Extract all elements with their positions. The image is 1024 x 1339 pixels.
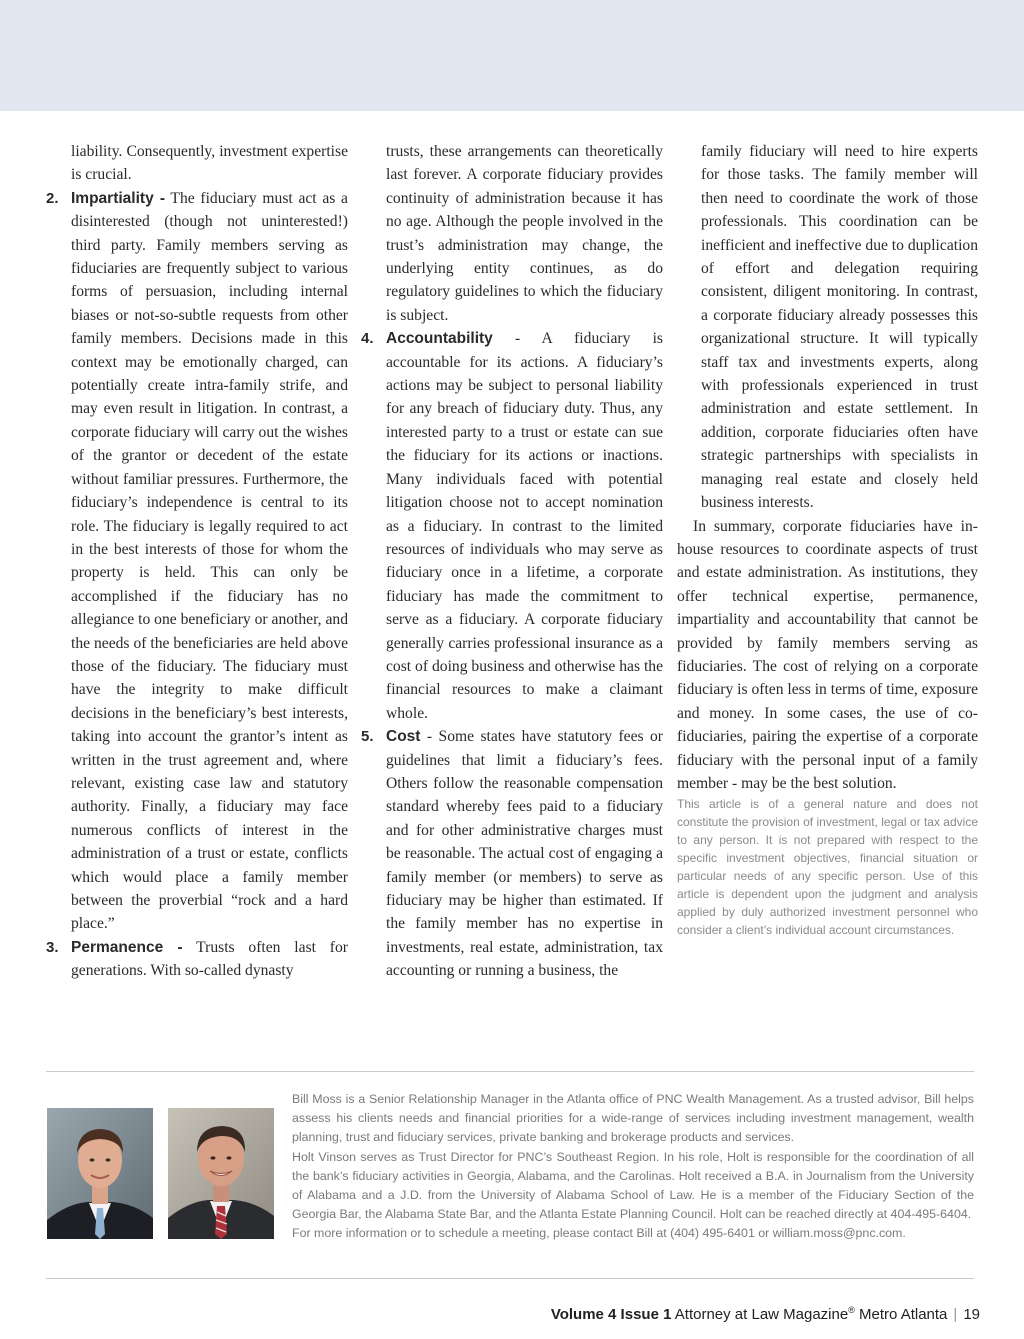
article-column-1 (46, 140, 348, 983)
page-footer (551, 1305, 980, 1323)
author-photo-holt-vinson (168, 1108, 274, 1239)
article-column-3 (677, 140, 978, 939)
list-number: 4. (361, 330, 374, 348)
bio-holt-vinson: Holt Vinson serves as Trust Director for PNC’s Southeast Region. In his role, Holt is responsible for the coordination of all the bank’s fiduciary activities in Georgia, Alabama, and the Carolinas. Holt received a B.A. in Journalism from the University of Alabama and a J.D. from the University of Alabama School of Law. He is a member of the Fiduciary Section of the Georgia Bar, the Alabama State Bar, and the Atlanta Estate Planning Council. Holt can be reached directly at 404-495-6404. (292, 1149, 974, 1222)
item-text: Trusts often last for generations. With so-called dynasty (71, 938, 348, 980)
divider-top (46, 1071, 974, 1072)
paragraph-continued: trusts, these arrangements can theoretically last forever. A corporate fiduciary provides continuity of administration because it has no age. Although the people involved in the trust’s administration may change, the underlying entity continues, as do regulatory guidelines to which the fiduciary is subject. (386, 143, 663, 324)
paragraph-continued: family fiduciary will need to hire experts for those tasks. The family member will then need to coordinate the work of those professionals. This coordination can be inefficient and ineffective due to duplication of effort and delegation requiring consistent, diligent monitoring. In contrast, a corporate fiduciary already possesses this organizational structure. It will typically staff tax and investments experts, along with professionals experienced in trust administration and estate settlement. In addition, corporate fiduciaries often have strategic partnerships with specialists in managing real estate and closely held business interests. (701, 143, 978, 512)
item-text: - A fiduciary is accountable for its actions. A fiduciary’s actions may be subject to personal liability for any breach of fiduciary duty. Thus, any interested party to a trust or estate can sue the fiduciary for its actions or inactions. Many individuals faced with potential litigation choose not to accept nomination as a fiduciary. In contrast to the limited resources of individuals who may serve as fiduciary once in a lifetime, a corporate fiduciary has made the commitment to serve as a fiduciary. A corporate fiduciary generally carries professional insurance as a cost of doing business and otherwise has the financial resources to make a claimant whole. (386, 330, 663, 722)
contact-info: For more information or to schedule a meeting, please contact Bill at (404) 495-6401 or william.moss@pnc.com. (292, 1226, 906, 1241)
list-number: 5. (361, 728, 374, 746)
list-item-impartiality (46, 187, 348, 936)
bio-bill-moss: Bill Moss is a Senior Relationship Manager in the Atlanta office of PNC Wealth Management. As a trusted advisor, Bill helps assess his clients needs and financial priorities for a wide-range of services including investment management, wealth planning, trust and fiduciary services, private banking and brokerage products and services. (292, 1092, 974, 1145)
item-text: - Some states have statutory fees or guidelines that limit a fiduciary’s fees. Others follow the reasonable compensation standard whereby fees paid to a fiduciary and for other administrative charges must be reasonable. The actual cost of engaging a family member (or members) to serve as fiduciary may be higher than estimated. If the family member has no expertise in investments, real estate, administration, tax accounting or running a business, the (386, 728, 663, 980)
divider-bottom (46, 1278, 974, 1279)
list-number: 3. (46, 938, 59, 956)
issue-label: Volume 4 Issue 1 (550, 1306, 672, 1323)
disclaimer-text: This article is of a general nature and does not constitute the provision of investment, legal or tax advice to any person. It is not prepared with respect to the specific investment objectives, financial situation or particular needs of any specific person. Use of this article is dependent upon the judgment and analysis applied by duly authorized investment personnel who consider a client’s individual account circumstances. (677, 797, 978, 938)
term-accountability: Accountability (386, 330, 493, 348)
article-column-2 (361, 140, 663, 983)
city-name: Metro Atlanta (859, 1306, 948, 1323)
list-item-cost (361, 725, 663, 982)
paragraph-continued: liability. Consequently, investment expertise is crucial. (71, 143, 348, 184)
magazine-name: Attorney at Law Magazine (674, 1306, 849, 1323)
list-item-accountability (361, 327, 663, 725)
list-number: 2. (46, 189, 59, 207)
summary-paragraph: In summary, corporate fiduciaries have in-house resources to coordinate aspects of trust and estate administration. As institutions, they offer technical expertise, permanence, impartiality and accountability that cannot be provided by family members serving as fiduciaries. The cost of relying on a corporate fiduciary is often less in terms of time, exposure and money. In some cases, the use of co-fiduciaries, pairing the expertise of a corporate fiduciary with the personal input of a family member - may be the best solution. (677, 517, 978, 792)
term-impartiality: Impartiality - (71, 189, 165, 207)
item-text: The fiduciary must act as a disinterested (though not uninterested!) third party. Family members serving as fiduciaries are frequently subject to various forms of persuasion, including internal biases or not-so-subtle requests from other family members. Decisions made in this context may be emotionally charged, can potentially create intra-family strife, and may even result in litigation. In contrast, a corporate fiduciary will carry out the wishes of the grantor or decedent of the estate without familiar pressures. Furthermore, the fiduciary’s independence is central to its role. The fiduciary is legally required to act in the best interests of those for whom the property is held. This can only be accomplished if the fiduciary has no allegiance to one beneficiary or another, and the needs of the beneficiaries are held above those of the fiduciary. The fiduciary must have the integrity to make difficult decisions in the beneficiary’s best interests, taking into account the grantor’s intent as written in the trust agreement and, where relevant, existing case law and statutory authority. Finally, a fiduciary may face numerous conflicts of interest in the administration of a trust or estate, conflicts which would place a family member between the proverbial “rock and a hard place.” (71, 189, 348, 933)
page-number: 19 (963, 1306, 980, 1323)
header-band (0, 0, 1024, 111)
footer-separator: | (953, 1306, 958, 1323)
term-permanence: Permanence - (71, 938, 183, 956)
registered-mark: ® (848, 1305, 855, 1315)
author-bios (292, 1090, 974, 1244)
author-photo-bill-moss (47, 1108, 153, 1239)
list-item-permanence (46, 936, 348, 983)
term-cost: Cost (386, 728, 421, 746)
